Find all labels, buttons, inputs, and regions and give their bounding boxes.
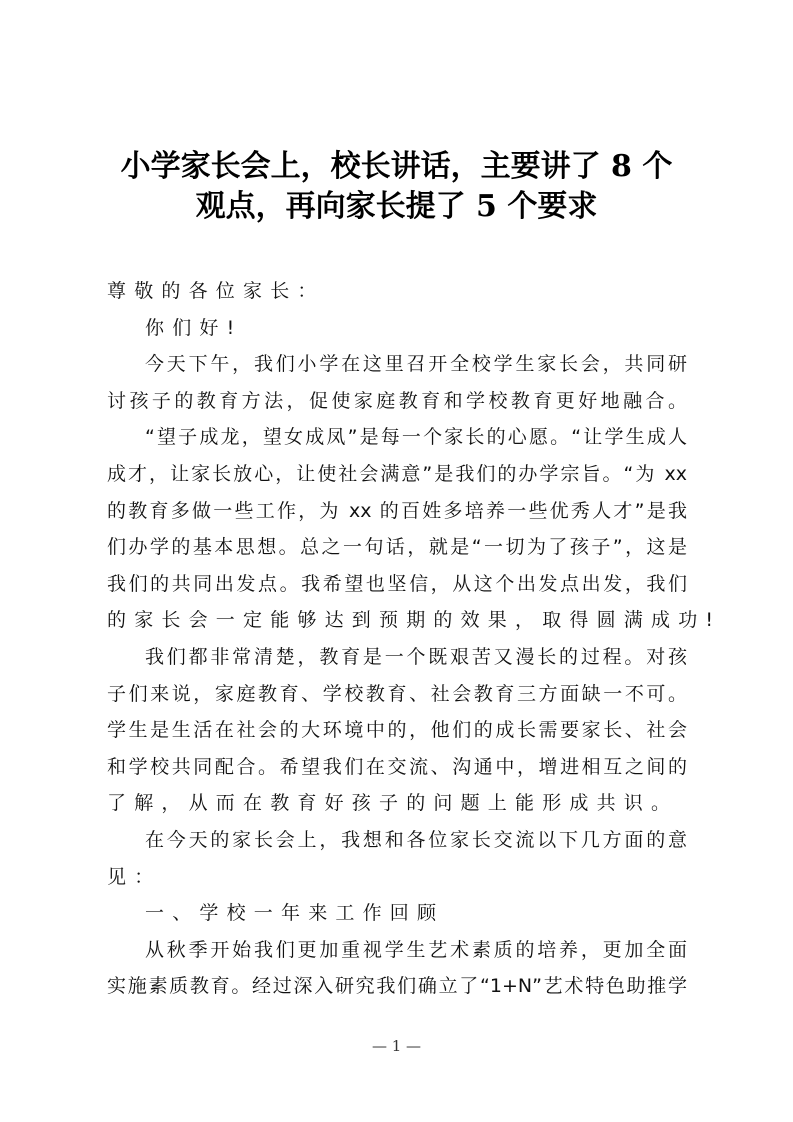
- text-line: [107, 346, 687, 383]
- text-line-content: 实施素质教育。经过深入研究我们确立了“1+N”艺术特色助推学: [107, 975, 687, 998]
- document-title-line-2: 观点，再向家长提了 5 个要求: [195, 189, 598, 224]
- document-title-line-1: 小学家长会上，校长讲话，主要讲了 8 个: [120, 149, 673, 184]
- text-line: [107, 676, 687, 713]
- text-line: [107, 822, 687, 859]
- text-line-content: 和学校共同配合。希望我们在交流、沟通中，增进相互之间的: [107, 755, 687, 778]
- text-line-content: 我们都非常清楚，教育是一个既艰苦又漫长的过程。对孩: [145, 645, 687, 668]
- text-line-content: 学生是生活在社会的大环境中的，他们的成长需要家长、社会: [107, 719, 687, 742]
- text-line-content: 见：: [107, 865, 162, 888]
- text-line: [107, 639, 687, 676]
- page-number: — 1 —: [371, 1037, 422, 1055]
- text-line-content: 们办学的基本思想。总之一句话，就是“一切为了孩子”，这是: [107, 536, 687, 559]
- text-line: [107, 785, 687, 822]
- text-line-content: “望子成龙，望女成凤”是每一个家长的心愿。“让学生成人: [145, 426, 687, 449]
- text-line: [107, 310, 687, 347]
- text-line: [107, 419, 687, 456]
- text-line: [107, 859, 687, 896]
- text-line-content: 今天下午，我们小学在这里召开全校学生家长会，共同研: [145, 353, 687, 376]
- text-line-content: 讨孩子的教育方法，促使家庭教育和学校教育更好地融合。: [107, 389, 687, 412]
- text-line: [107, 456, 687, 493]
- text-line: [107, 602, 722, 639]
- text-line-content: 一、学校一年来工作回顾: [145, 902, 445, 925]
- text-line-content: 成才，让家长放心，让使社会满意”是我们的办学宗旨。“为 xx: [107, 462, 687, 485]
- text-line-content: 了解，从而在教育好孩子的问题上能形成共识。: [107, 792, 679, 815]
- text-line: [107, 712, 687, 749]
- text-line: [107, 895, 687, 932]
- text-line-content: 我们的共同出发点。我希望也坚信，从这个出发点出发，我们: [107, 572, 687, 595]
- text-line: [107, 493, 687, 530]
- text-line-content: 的家长会一定能够达到预期的效果，取得圆满成功!: [107, 609, 722, 632]
- text-line: [107, 273, 687, 310]
- document-body: [107, 273, 722, 1005]
- text-line: [107, 529, 687, 566]
- text-line-content: 从秋季开始我们更加重视学生艺术素质的培养，更加全面: [145, 938, 687, 961]
- text-line-content: 尊敬的各位家长：: [107, 280, 325, 302]
- text-line-content: 你们好!: [145, 316, 243, 339]
- text-line: [107, 932, 687, 969]
- text-line: [107, 968, 687, 1005]
- text-line-content: 子们来说，家庭教育、学校教育、社会教育三方面缺一不可。: [107, 682, 687, 705]
- text-line: [107, 566, 687, 603]
- text-line: [107, 383, 687, 420]
- text-line-content: 在今天的家长会上，我想和各位家长交流以下几方面的意: [145, 828, 687, 851]
- text-line-content: 的教育多做一些工作，为 xx 的百姓多培养一些优秀人才”是我: [107, 499, 687, 522]
- text-line: [107, 749, 687, 786]
